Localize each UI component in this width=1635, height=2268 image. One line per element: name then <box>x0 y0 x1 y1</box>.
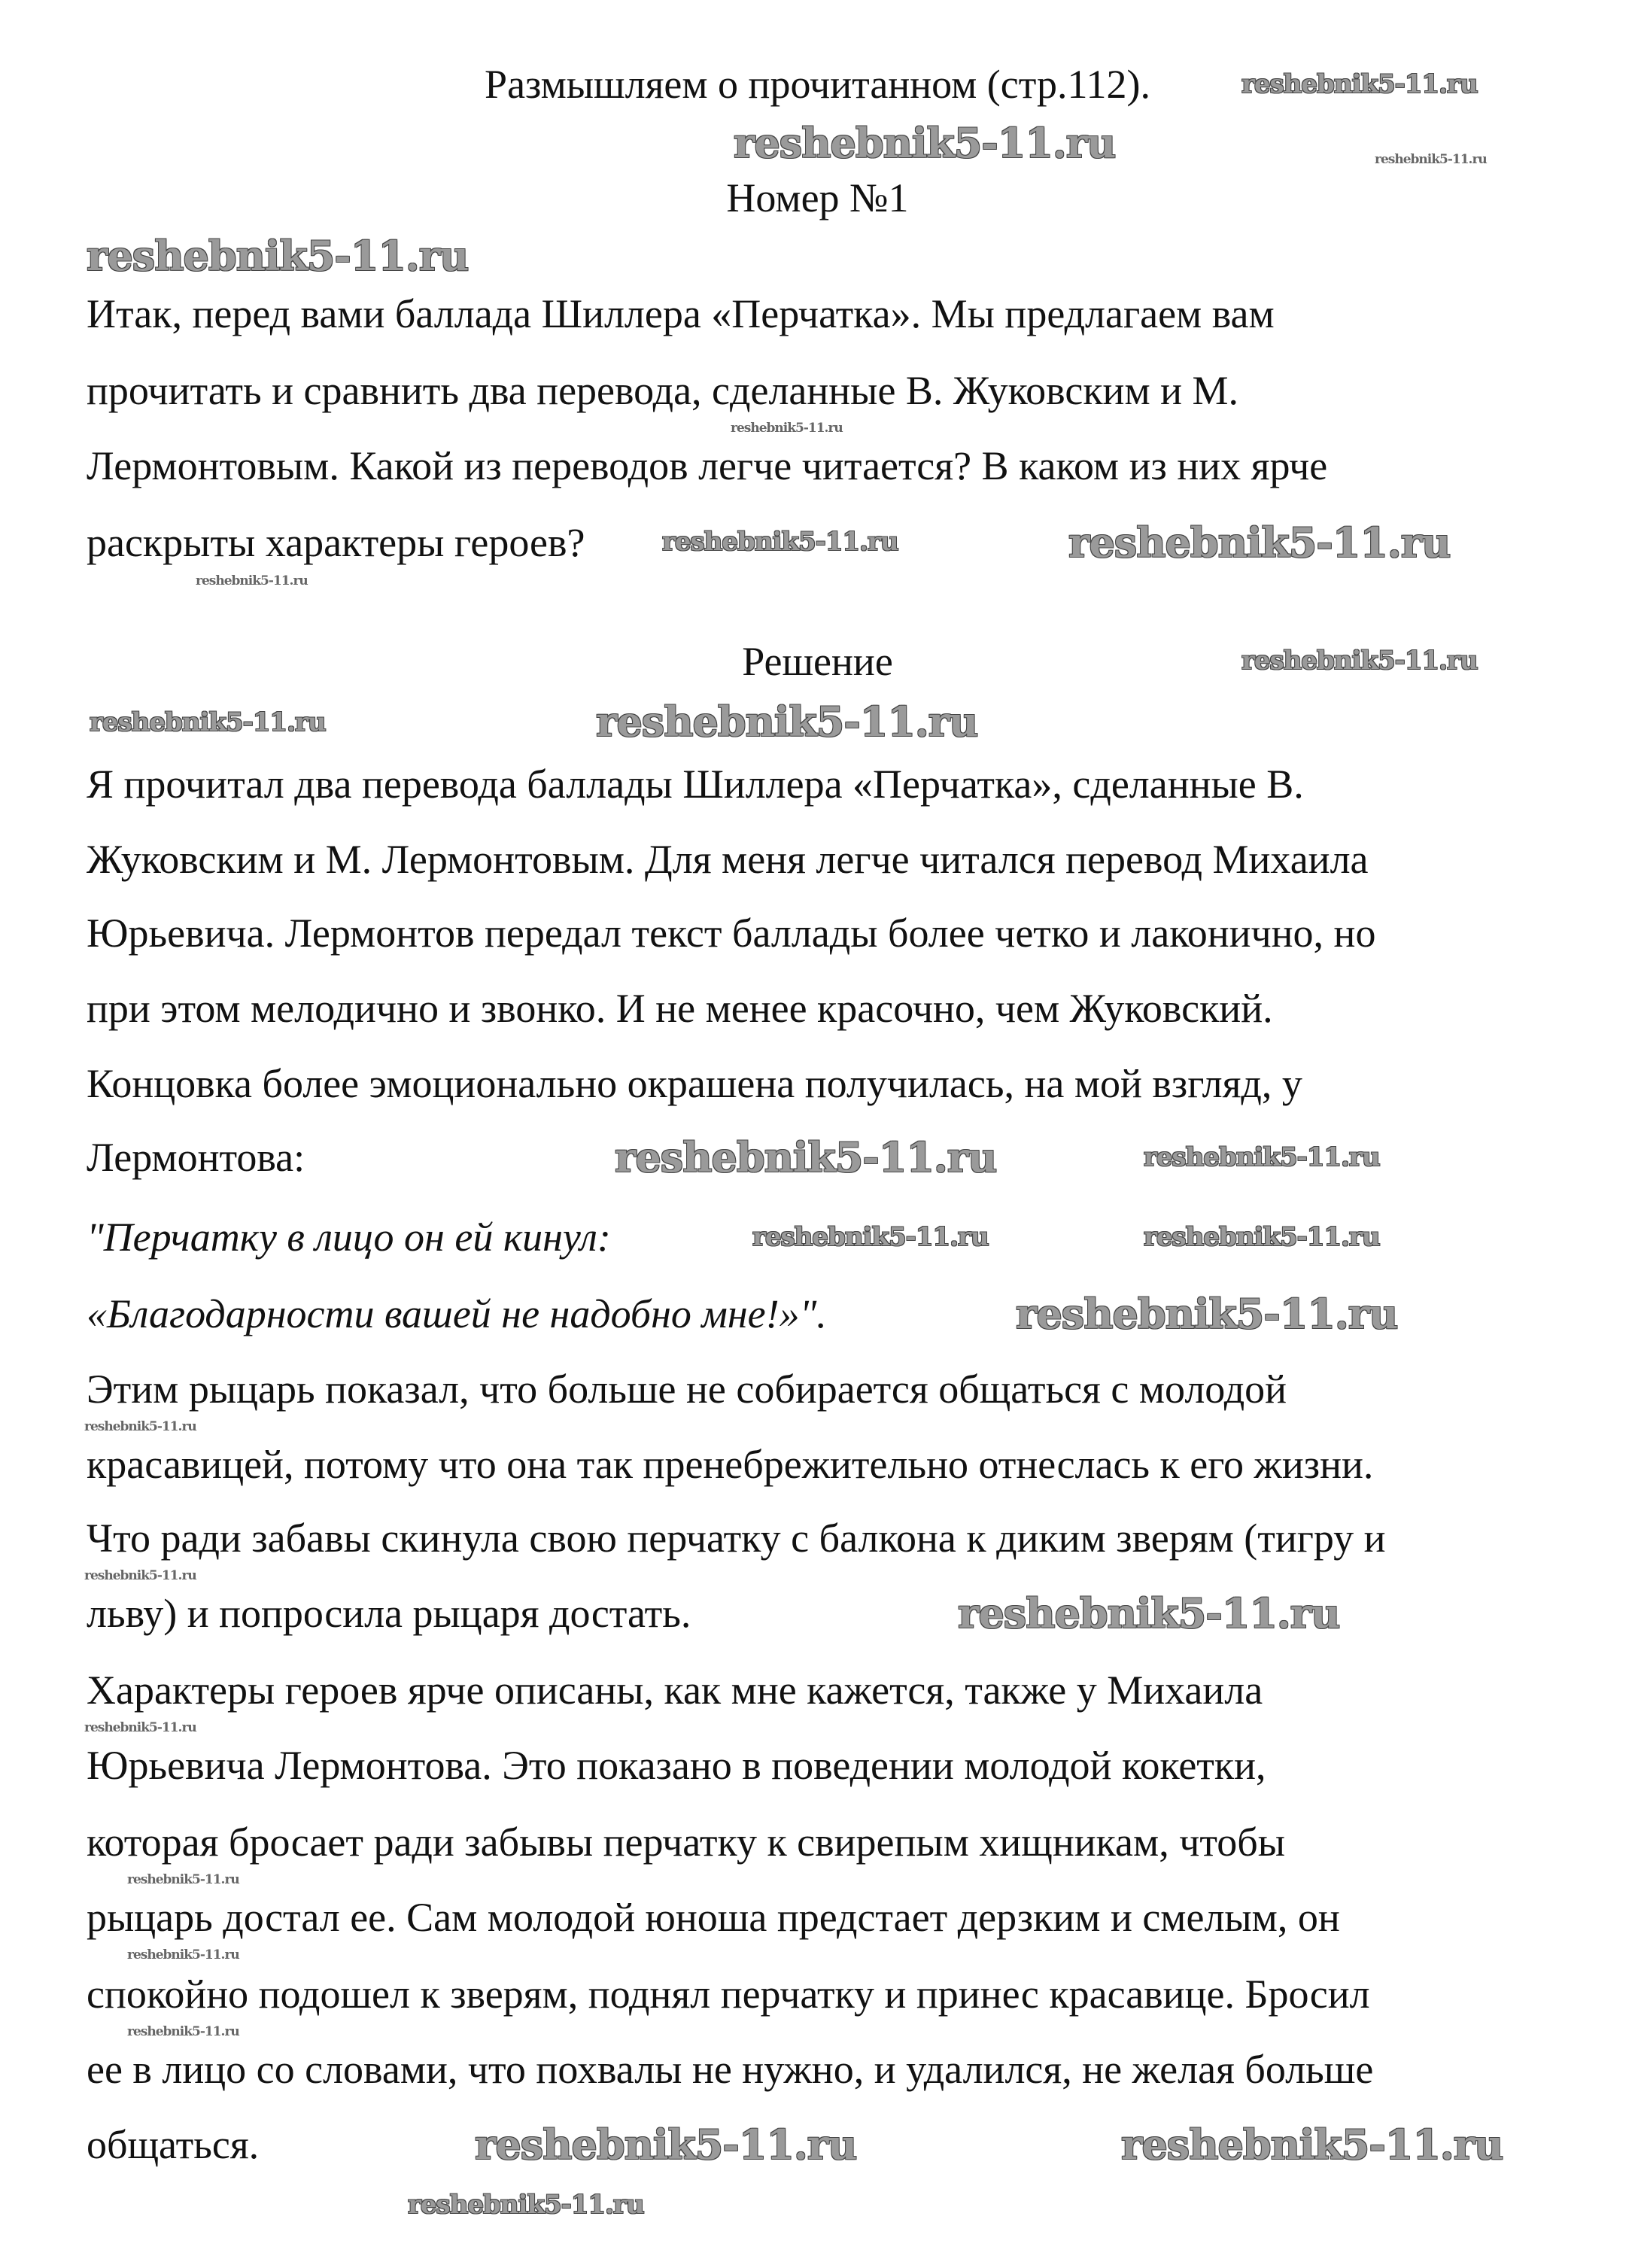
watermark: reshebnik5-11.ru <box>731 421 843 436</box>
watermark: reshebnik5-11.ru <box>958 1589 1340 1637</box>
watermark: reshebnik5-11.ru <box>1241 69 1478 99</box>
watermark: reshebnik5-11.ru <box>90 707 326 737</box>
solution-line: общаться. <box>87 2122 260 2167</box>
question-line: Лермонтовым. Какой из переводов легче читается? В каком из них ярче <box>87 443 1328 488</box>
watermark: reshebnik5-11.ru <box>1144 1222 1380 1252</box>
watermark: reshebnik5-11.ru <box>596 698 978 746</box>
watermark: reshebnik5-11.ru <box>127 1872 239 1887</box>
watermark: reshebnik5-11.ru <box>408 2190 644 2220</box>
solution-line: Этим рыцарь показал, что больше не собирается общаться с молодой <box>87 1367 1287 1412</box>
watermark: reshebnik5-11.ru <box>127 2024 239 2039</box>
watermark: reshebnik5-11.ru <box>1144 1142 1380 1172</box>
watermark: reshebnik5-11.ru <box>615 1133 997 1181</box>
solution-heading: Решение <box>742 639 893 684</box>
solution-line: красавицей, потому что она так пренебрежительно отнеслась к его жизни. <box>87 1442 1374 1487</box>
quote-line: "Перчатку в лицо он ей кинул: <box>87 1215 611 1260</box>
solution-line: Юрьевича. Лермонтов передал текст баллады более четко и лаконично, но <box>87 911 1376 956</box>
quote-line: «Благодарности вашей не надобно мне!»". <box>87 1291 827 1336</box>
watermark: reshebnik5-11.ru <box>1068 518 1451 567</box>
watermark: reshebnik5-11.ru <box>734 119 1116 167</box>
watermark: reshebnik5-11.ru <box>1016 1290 1398 1338</box>
solution-line: ее в лицо со словами, что похвалы не нужно, и удалился, не желая больше <box>87 2047 1374 2092</box>
solution-line: спокойно подошел к зверям, поднял перчатку и принес красавице. Бросил <box>87 1972 1370 2017</box>
watermark: reshebnik5-11.ru <box>1121 2121 1503 2169</box>
watermark: reshebnik5-11.ru <box>475 2121 857 2169</box>
solution-line: Концовка более эмоционально окрашена получилась, на мой взгляд, у <box>87 1061 1302 1106</box>
page-title: Размышляем о прочитанном (стр.112). <box>485 62 1150 107</box>
watermark: reshebnik5-11.ru <box>752 1222 989 1252</box>
watermark: reshebnik5-11.ru <box>127 1947 239 1962</box>
solution-line: Характеры героев ярче описаны, как мне кажется, также у Михаила <box>87 1668 1263 1713</box>
watermark: reshebnik5-11.ru <box>1241 646 1478 676</box>
solution-line: рыцарь достал ее. Сам молодой юноша предстает дерзким и смелым, он <box>87 1895 1340 1940</box>
question-line: раскрыты характеры героев? <box>87 520 585 565</box>
solution-line: Лермонтова: <box>87 1135 305 1180</box>
question-line: Итак, перед вами баллада Шиллера «Перчатка». Мы предлагаем вам <box>87 291 1275 336</box>
watermark: reshebnik5-11.ru <box>87 232 469 280</box>
watermark: reshebnik5-11.ru <box>662 527 898 557</box>
watermark: reshebnik5-11.ru <box>84 1419 196 1434</box>
solution-line: Юрьевича Лермонтова. Это показано в поведении молодой кокетки, <box>87 1743 1266 1788</box>
watermark: reshebnik5-11.ru <box>1375 152 1487 167</box>
watermark: reshebnik5-11.ru <box>196 573 308 588</box>
solution-line: которая бросает ради забывы перчатку к свирепым хищникам, чтобы <box>87 1820 1285 1865</box>
solution-line: Я прочитал два перевода баллады Шиллера «Перчатка», сделанные В. <box>87 762 1304 807</box>
watermark: reshebnik5-11.ru <box>84 1720 196 1735</box>
exercise-number: Номер №1 <box>726 175 909 220</box>
solution-line: Жуковским и М. Лермонтовым. Для меня легче читался перевод Михаила <box>87 837 1369 882</box>
question-line: прочитать и сравнить два перевода, сделанные В. Жуковским и М. <box>87 368 1239 413</box>
solution-line: льву) и попросила рыцаря достать. <box>87 1591 691 1636</box>
solution-line: при этом мелодично и звонко. И не менее красочно, чем Жуковский. <box>87 986 1273 1031</box>
watermark: reshebnik5-11.ru <box>84 1568 196 1583</box>
solution-line: Что ради забавы скинула свою перчатку с балкона к диким зверям (тигру и <box>87 1516 1386 1561</box>
